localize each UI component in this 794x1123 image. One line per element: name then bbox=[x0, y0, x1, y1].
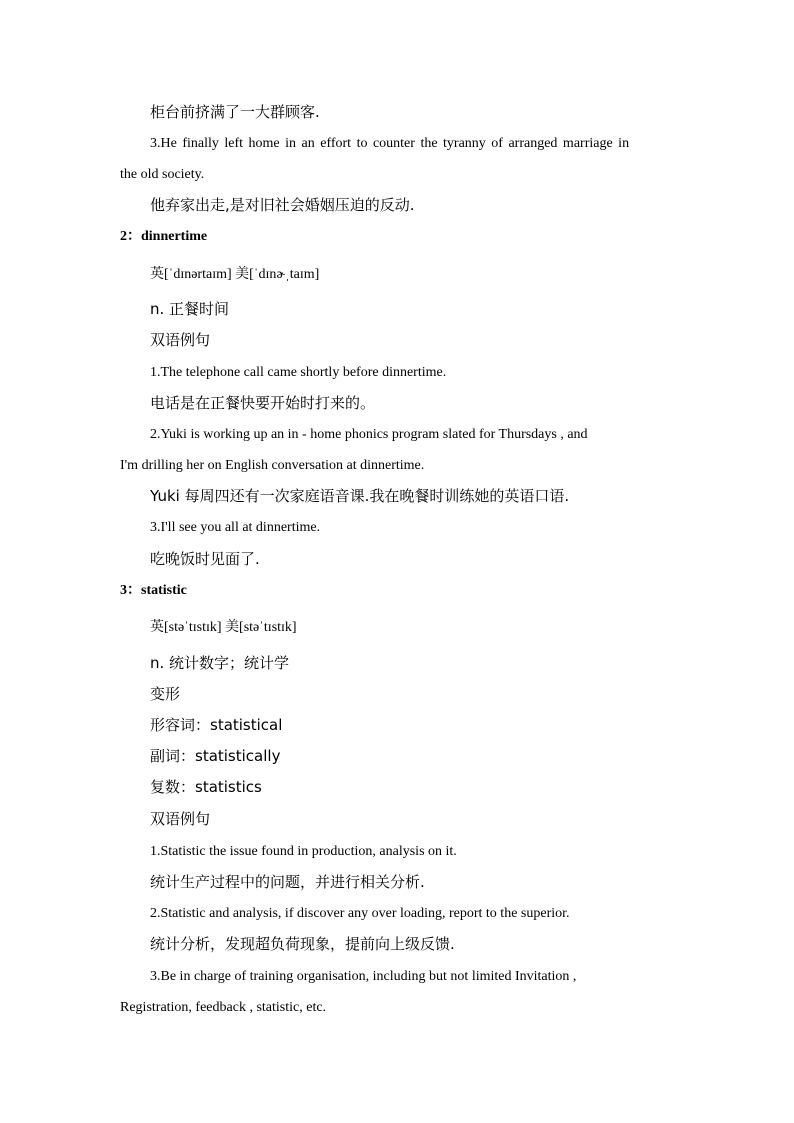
sentence-translation: 他弃家出走,是对旧社会婚姻压迫的反动. bbox=[150, 196, 415, 214]
example-sentence-cont: Registration, feedback , statistic, etc. bbox=[120, 1000, 327, 1015]
example-sentence: 1.The telephone call came shortly before dinnertime. bbox=[150, 365, 447, 380]
pronunciation: 英[stəˈtɪstɪk] 美[stəˈtɪstɪk] bbox=[150, 620, 297, 635]
word-form-adjective: 形容词：statistical bbox=[150, 716, 283, 734]
example-sentence: 3.Be in charge of training organisation, including but not limited Invitation , bbox=[150, 969, 577, 984]
sentence-translation: Yuki 每周四还有一次家庭语音课.我在晚餐时训练她的英语口语. bbox=[150, 487, 570, 505]
example-sentence: 1.Statistic the issue found in production, analysis on it. bbox=[150, 844, 457, 859]
section-label-forms: 变形 bbox=[150, 685, 181, 703]
pronunciation: 英[ˈdɪnərtaɪm] 美[ˈdɪnɚˌtaɪm] bbox=[150, 267, 320, 282]
example-sentence-cont: the old society. bbox=[120, 167, 205, 182]
sentence-translation: 电话是在正餐快要开始时打来的。 bbox=[150, 394, 376, 412]
word-heading-statistic: 3：statistic bbox=[120, 583, 187, 598]
example-sentence: 2.Statistic and analysis, if discover any over loading, report to the superior. bbox=[150, 906, 570, 921]
example-sentence: 2.Yuki is working up an in - home phonics program slated for Thursdays , and bbox=[150, 427, 588, 442]
section-label-examples: 双语例句 bbox=[150, 810, 211, 828]
definition: n. 正餐时间 bbox=[150, 300, 230, 318]
example-sentence: 3.He finally left home in an effort to counter the tyranny of arranged marriage in bbox=[150, 136, 630, 151]
sentence-translation: 统计生产过程中的问题，并进行相关分析. bbox=[150, 873, 425, 891]
word-heading-dinnertime: 2：dinnertime bbox=[120, 229, 208, 244]
definition: n. 统计数字；统计学 bbox=[150, 654, 290, 672]
sentence-translation: 柜台前挤满了一大群顾客. bbox=[150, 103, 320, 121]
word-form-plural: 复数：statistics bbox=[150, 778, 262, 796]
example-sentence-cont: I'm drilling her on English conversation at dinnertime. bbox=[120, 458, 425, 473]
sentence-translation: 吃晚饭时见面了. bbox=[150, 550, 260, 568]
section-label-examples: 双语例句 bbox=[150, 331, 211, 349]
word-form-adverb: 副词：statistically bbox=[150, 747, 281, 765]
sentence-translation: 统计分析，发现超负荷现象，提前向上级反馈. bbox=[150, 935, 455, 953]
example-sentence: 3.I'll see you all at dinnertime. bbox=[150, 520, 321, 535]
